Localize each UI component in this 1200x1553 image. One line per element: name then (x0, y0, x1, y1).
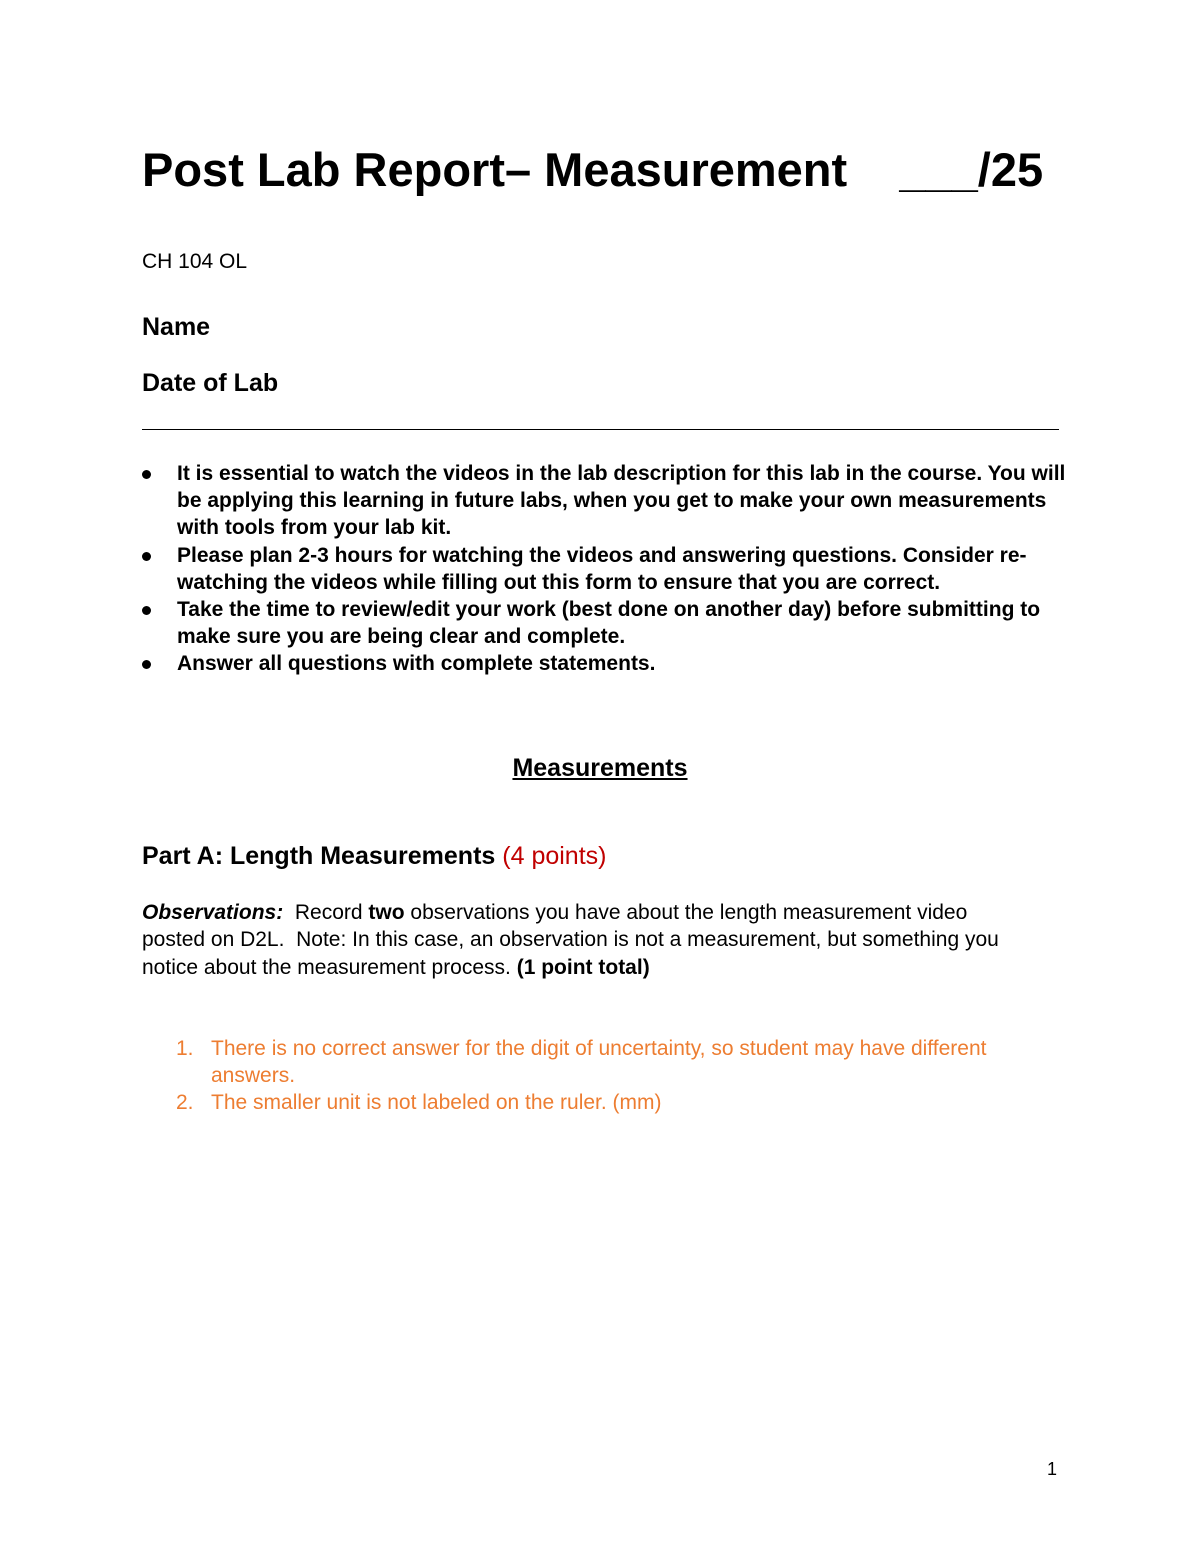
name-label: Name (142, 313, 211, 341)
instruction-text: Please plan 2-3 hours for watching the videos and answering questions. Consider re-watching the videos while filling out this form to ensure that you are correct. (177, 543, 1027, 594)
observations-points: (1 point total) (516, 955, 650, 979)
part-a-points: (4 points) (502, 842, 607, 870)
answer-text: There is no correct answer for the digit of uncertainty, so student may have different answers. (211, 1037, 987, 1088)
page-number: 1 (1047, 1459, 1058, 1479)
bullet-icon (142, 470, 151, 479)
instruction-item (142, 596, 1072, 650)
instruction-text: Answer all questions with complete statements. (177, 652, 656, 676)
part-a-title: Part A: Length Measurements (142, 842, 503, 870)
answer-text: The smaller unit is not labeled on the ruler. (mm) (211, 1091, 662, 1115)
course-code: CH 104 OL (142, 250, 248, 273)
observations-text: observations you have about the length measurement video posted on D2L. Note: In this case, an observation is not a measurement, but something you notice about the measurement process. (142, 901, 1005, 979)
instructions-list (142, 460, 1072, 678)
instruction-item (142, 542, 1072, 596)
part-a-heading (142, 840, 606, 872)
observations-label: Observations: (142, 901, 284, 924)
answer-item (176, 1035, 1016, 1089)
page-title: Post Lab Report– Measurement ___/25 (142, 143, 1044, 196)
instruction-text: Take the time to review/edit your work (best done on another day) before submitting to make sure you are being clear and complete. (177, 598, 1041, 649)
observations-emphasis: two (368, 901, 405, 924)
answer-number: 2. (176, 1091, 194, 1115)
date-of-lab-label: Date of Lab (142, 369, 279, 397)
answer-number: 1. (176, 1037, 194, 1060)
section-heading: Measurements (512, 754, 688, 782)
answer-item (176, 1089, 1016, 1116)
instruction-item (142, 460, 1072, 542)
bullet-icon (142, 552, 151, 561)
bullet-icon (142, 606, 151, 615)
horizontal-rule (142, 429, 1059, 430)
instruction-item (142, 650, 1072, 677)
observations-text: Record (283, 901, 369, 924)
answers-list (176, 1035, 1016, 1117)
observations-paragraph (142, 899, 1022, 981)
instruction-text: It is essential to watch the videos in the lab description for this lab in the course. You will be applying this learning in future labs, when you get to make your own measurements with tools from your lab kit. (177, 462, 1066, 540)
bullet-icon (142, 660, 151, 669)
